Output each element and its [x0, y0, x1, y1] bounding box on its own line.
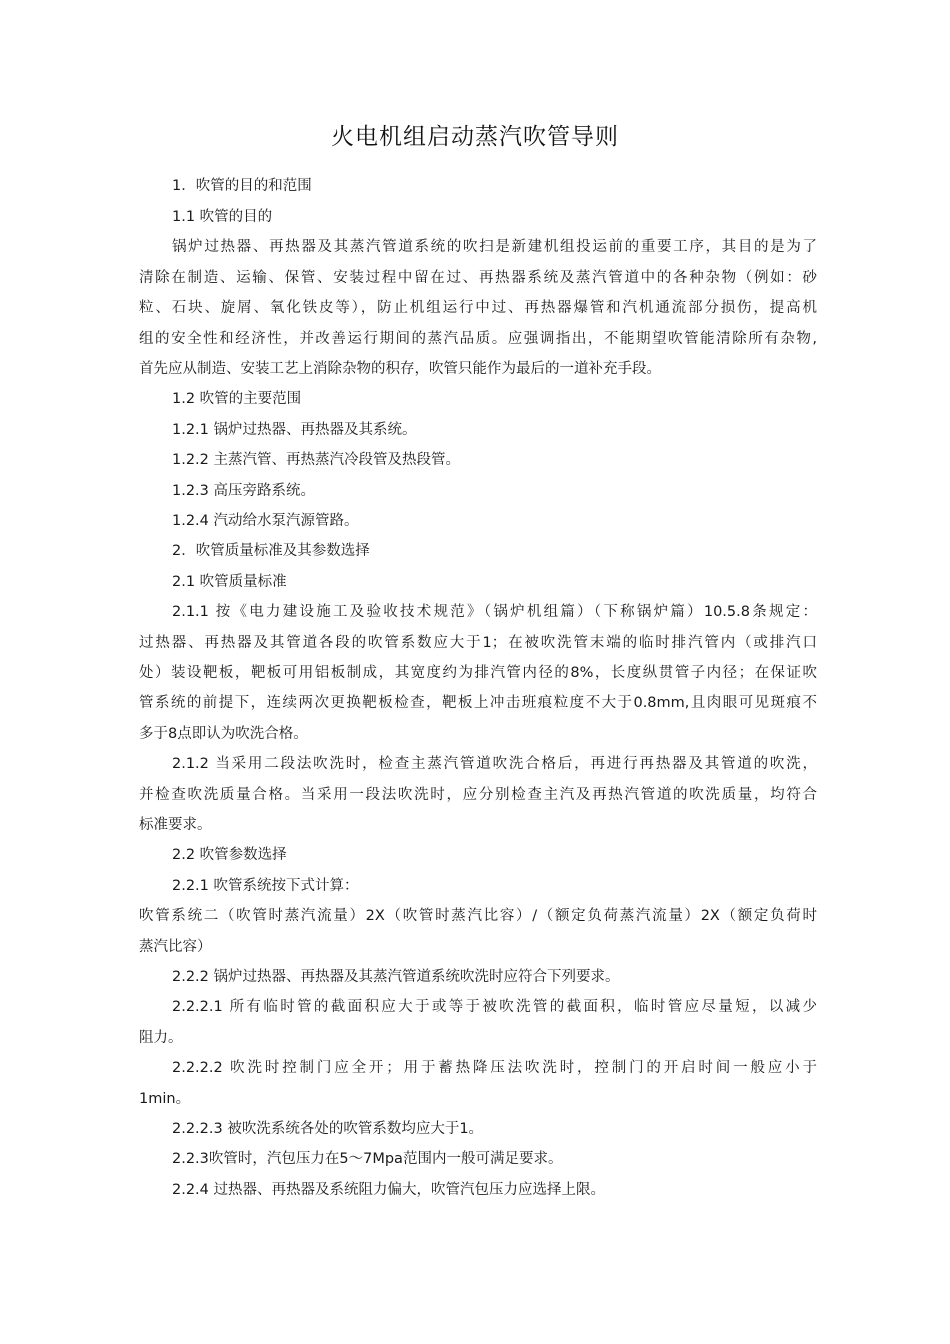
section-heading-2: 2．吹管质量标准及其参数选择	[172, 543, 370, 559]
paragraph-line: 标准要求。	[139, 817, 212, 833]
list-item: 1.2.4 汽动给水泵汽源管路。	[172, 513, 359, 529]
paragraph-line: 阻力。	[139, 1030, 183, 1046]
paragraph-line: 2.2.3吹管时，汽包压力在5～7Mpa范围内一般可满足要求。	[172, 1151, 563, 1167]
paragraph-line: 2.2.1 吹管系统按下式计算：	[172, 878, 359, 894]
subsection-heading-2-1: 2.1 吹管质量标准	[172, 574, 287, 590]
paragraph-line: 多于8点即认为吹洗合格。	[139, 726, 308, 742]
formula-line: 吹管系统二（吹管时蒸汽流量）2X（吹管时蒸汽比容）/（额定负荷蒸汽流量）2X（额定负荷时	[139, 908, 817, 924]
section-heading-1: 1．吹管的目的和范围	[172, 178, 312, 194]
paragraph-line: 组的安全性和经济性，并改善运行期间的蒸汽品质。应强调指出，不能期望吹管能清除所有杂物,	[139, 331, 817, 347]
subsection-heading-1-2: 1.2 吹管的主要范围	[172, 391, 302, 407]
paragraph-line: 2.1.2 当采用二段法吹洗时，检查主蒸汽管道吹洗合格后，再进行再热器及其管道的吹洗，	[172, 756, 817, 772]
paragraph-line: 清除在制造、运输、保管、安装过程中留在过、再热器系统及蒸汽管道中的各种杂物（例如：砂	[139, 270, 817, 286]
list-item: 1.2.3 高压旁路系统。	[172, 483, 316, 499]
subsection-heading-1-1: 1.1 吹管的目的	[172, 209, 273, 225]
paragraph-line: 2.2.2 锅炉过热器、再热器及其蒸汽管道系统吹洗时应符合下列要求。	[172, 969, 620, 985]
paragraph-line: 1min。	[139, 1091, 191, 1107]
subsection-heading-2-2: 2.2 吹管参数选择	[172, 847, 287, 863]
paragraph-line: 粒、石块、旋屑、氧化铁皮等），防止机组运行中过、再热器爆管和汽机通流部分损伤，提高机	[139, 300, 817, 316]
paragraph-line: 2.2.2.3 被吹洗系统各处的吹管系数均应大于1。	[172, 1121, 484, 1137]
paragraph-line: 过热器、再热器及其管道各段的吹管系数应大于1；在被吹洗管末端的临时排汽管内（或排汽口	[139, 635, 817, 651]
paragraph-line: 2.2.2.2 吹洗时控制门应全开；用于蓄热降压法吹洗时，控制门的开启时间一般应小于	[172, 1060, 817, 1076]
paragraph-line: 处）装设靶板，靶板可用铝板制成，其宽度约为排汽管内径的8%，长度纵贯管子内径；在保证吹	[139, 665, 817, 681]
paragraph-line: 2.2.2.1 所有临时管的截面积应大于或等于被吹洗管的截面积，临时管应尽量短，以减少	[172, 999, 817, 1015]
paragraph-line: 管系统的前提下，连续两次更换靶板检查，靶板上冲击班痕粒度不大于0.8mm,且肉眼可见斑痕不	[139, 695, 817, 711]
paragraph-line: 并检查吹洗质量合格。当采用一段法吹洗时，应分别检查主汽及再热汽管道的吹洗质量，均符合	[139, 787, 817, 803]
paragraph-line: 2.2.4 过热器、再热器及系统阻力偏大，吹管汽包压力应选择上限。	[172, 1182, 606, 1198]
list-item: 1.2.2 主蒸汽管、再热蒸汽冷段管及热段管。	[172, 452, 461, 468]
paragraph-line: 2.1.1 按《电力建设施工及验收技术规范》（锅炉机组篇）（下称锅炉篇）10.5.8条规定：	[172, 604, 817, 620]
paragraph-line: 首先应从制造、安装工艺上消除杂物的积存，吹管只能作为最后的一道补充手段。	[139, 361, 661, 377]
list-item: 1.2.1 锅炉过热器、再热器及其系统。	[172, 422, 417, 438]
formula-line: 蒸汽比容）	[139, 939, 212, 955]
document-title: 火电机组启动蒸汽吹管导则	[331, 124, 619, 150]
paragraph-line: 锅炉过热器、再热器及其蒸汽管道系统的吹扫是新建机组投运前的重要工序，其目的是为了	[172, 239, 817, 255]
